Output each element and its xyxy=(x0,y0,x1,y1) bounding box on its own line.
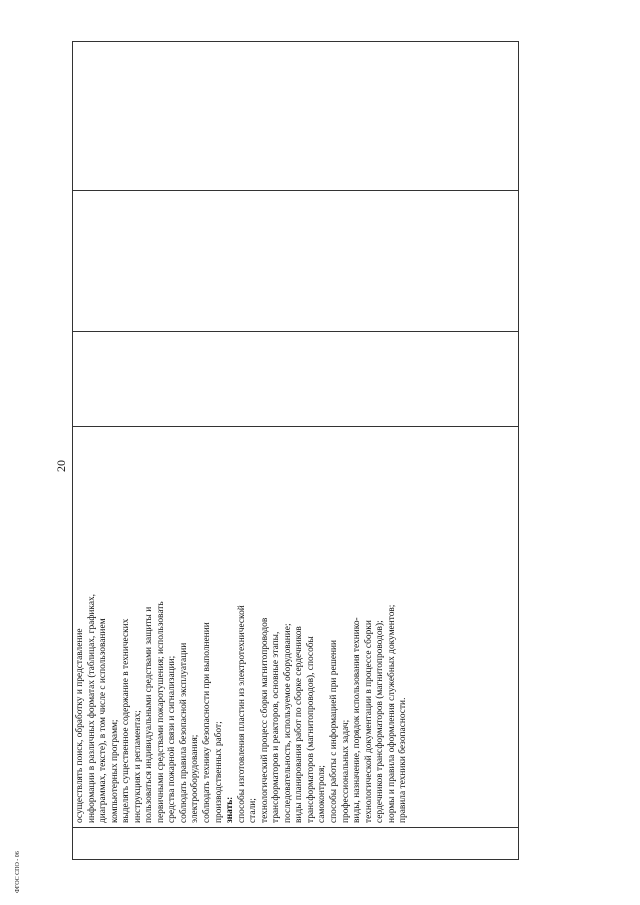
rotated-table-frame xyxy=(72,47,519,860)
content-line: соблюдать правила безопасной эксплуатации xyxy=(178,642,189,823)
table-cell-index xyxy=(73,828,519,860)
page-number: 20 xyxy=(54,460,68,472)
content-line: виды, назначение, порядок использования технико- xyxy=(352,617,363,823)
content-line: выделять существенное содержание в технических xyxy=(121,618,132,823)
content-line: стали; xyxy=(248,798,259,823)
content-line: трансформаторов и реакторов, основные этапы, xyxy=(271,631,282,823)
footer-code: ФГОС СПО - 06 xyxy=(15,851,21,893)
table-cell-empty-2 xyxy=(73,191,519,332)
table-area xyxy=(72,47,519,860)
content-text-block xyxy=(73,427,412,827)
content-line: знать: xyxy=(225,796,236,823)
content-line: профессиональных задач; xyxy=(340,719,351,823)
content-line: трансформаторов (магнитопроводов), способы xyxy=(305,636,316,823)
content-line: способы работы с информацией при решении xyxy=(329,639,340,823)
table-cell-empty-3 xyxy=(73,42,519,191)
content-line: осуществлять поиск, обработку и представление xyxy=(75,628,85,823)
content-line: последовательность, используемое оборудование; xyxy=(282,623,293,823)
content-line: производственных работ; xyxy=(213,721,224,823)
content-line: соблюдать технику безопасности при выполнении xyxy=(202,622,213,823)
content-line: информации в различных форматах (таблицах, графиках, xyxy=(86,593,97,823)
competency-table xyxy=(72,41,519,860)
content-line: сердечников трансформаторов (магнитопроводов); xyxy=(375,620,386,823)
content-line: правила техники безопасности. xyxy=(398,697,409,823)
content-line: компьютерных программ; xyxy=(109,719,120,823)
content-line: инструкциях и регламентах; xyxy=(132,710,143,823)
content-line: электрооборудования; xyxy=(190,734,201,823)
content-line: способы изготовления пластин из электротехнической xyxy=(236,605,247,823)
content-line: диаграммах, тексте), в том числе с использованием xyxy=(98,618,109,823)
table-row xyxy=(73,42,519,860)
content-line: первичными средствами пожаротушения; использовать xyxy=(155,601,166,823)
content-line: самоконтроля; xyxy=(317,765,328,823)
table-cell-empty-1 xyxy=(73,332,519,427)
content-line: виды планирования работ по сборке сердечников xyxy=(294,626,305,823)
content-line: технологический процесс сборки магнитопроводов xyxy=(259,617,270,823)
content-line: средства пожарной связи и сигнализации; xyxy=(167,655,178,823)
content-line: пользоваться индивидуальными средствами защиты и xyxy=(144,606,155,823)
table-cell-content xyxy=(73,427,519,828)
content-line: технологической документации в процессе сборки xyxy=(363,620,374,823)
content-line: нормы и правила оформления служебных документов; xyxy=(386,604,397,823)
